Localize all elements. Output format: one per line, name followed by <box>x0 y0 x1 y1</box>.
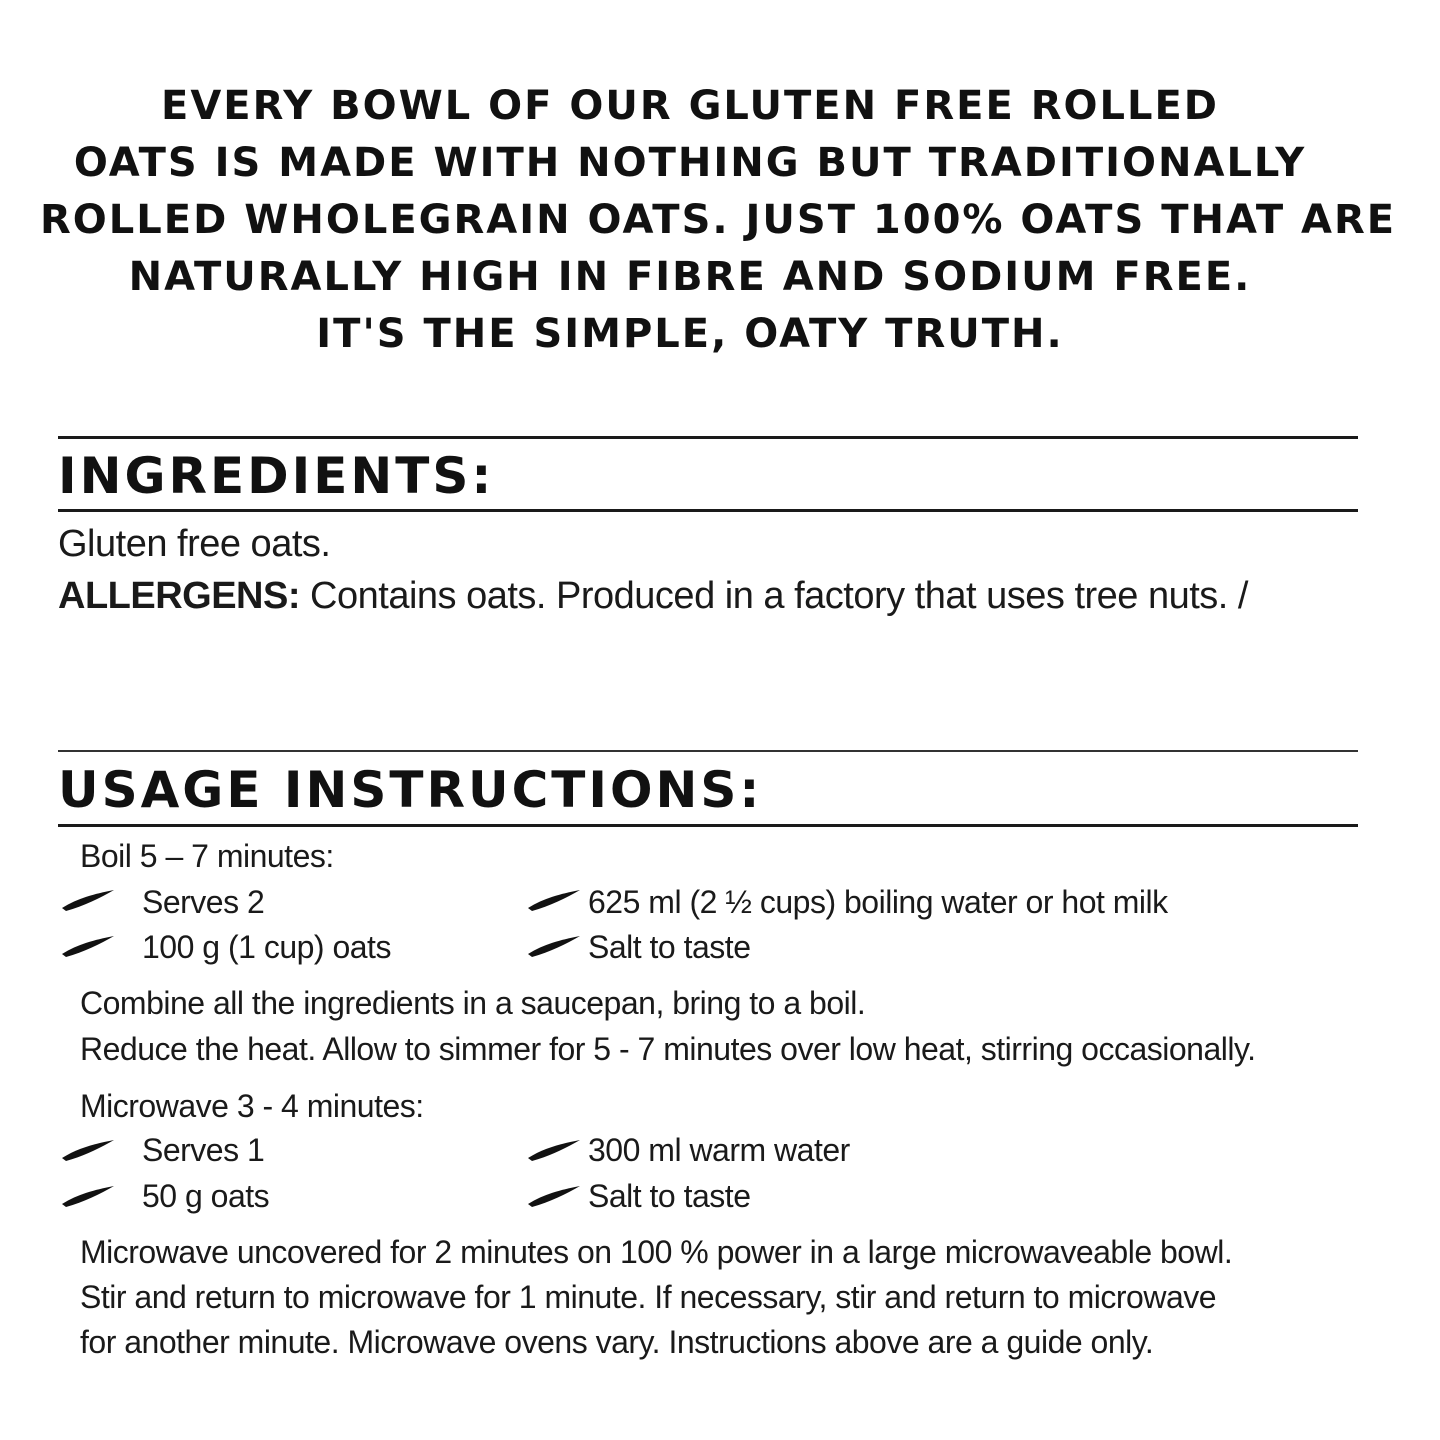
boil-step: Reduce the heat. Allow to simmer for 5 - 7 minutes over low heat, stirring occasionally. <box>80 1031 1256 1067</box>
microwave-item: Salt to taste <box>588 1178 751 1214</box>
checkmark-icon <box>526 888 582 912</box>
divider <box>58 824 1358 827</box>
checkmark-icon <box>60 1184 116 1208</box>
divider <box>58 750 1358 752</box>
boil-item: 100 g (1 cup) oats <box>142 929 391 965</box>
intro-line: IT'S THE SIMPLE, OATY TRUTH. <box>316 311 1064 357</box>
intro-text <box>40 78 1397 363</box>
allergens-text: Contains oats. Produced in a factory that uses tree nuts. / <box>300 575 1248 617</box>
intro-line: OATS IS MADE WITH NOTHING BUT TRADITIONALLY <box>73 140 1307 186</box>
microwave-step: Microwave uncovered for 2 minutes on 100 % power in a large microwaveable bowl. <box>80 1234 1233 1270</box>
boil-item: Salt to taste <box>588 929 751 965</box>
microwave-step: Stir and return to microwave for 1 minute. If necessary, stir and return to microwave <box>80 1279 1217 1315</box>
checkmark-icon <box>60 888 116 912</box>
microwave-item: 300 ml warm water <box>588 1132 850 1168</box>
checkmark-icon <box>526 934 582 958</box>
boil-item: 625 ml (2 ½ cups) boiling water or hot milk <box>588 884 1168 920</box>
checkmark-icon <box>526 1138 582 1162</box>
microwave-item: 50 g oats <box>142 1178 270 1214</box>
boil-step: Combine all the ingredients in a saucepan, bring to a boil. <box>80 985 866 1021</box>
checkmark-icon <box>526 1184 582 1208</box>
divider <box>58 509 1358 512</box>
divider <box>58 436 1358 439</box>
allergens-line <box>58 570 1248 622</box>
intro-line: NATURALLY HIGH IN FIBRE AND SODIUM FREE. <box>128 254 1252 300</box>
allergens-label: ALLERGENS: <box>58 575 300 617</box>
checkmark-icon <box>60 934 116 958</box>
ingredients-heading: INGREDIENTS: <box>58 447 495 505</box>
boil-item: Serves 2 <box>142 884 265 920</box>
usage-heading: USAGE INSTRUCTIONS: <box>58 761 763 819</box>
microwave-title: Microwave 3 - 4 minutes: <box>80 1088 424 1124</box>
checkmark-icon <box>60 1138 116 1162</box>
boil-title: Boil 5 – 7 minutes: <box>80 838 334 874</box>
microwave-item: Serves 1 <box>142 1132 265 1168</box>
intro-line: EVERY BOWL OF OUR GLUTEN FREE ROLLED <box>161 83 1219 129</box>
ingredients-text: Gluten free oats. <box>58 523 331 565</box>
microwave-step: for another minute. Microwave ovens vary. Instructions above are a guide only. <box>80 1324 1154 1360</box>
intro-line: ROLLED WHOLEGRAIN OATS. JUST 100% OATS THAT ARE <box>40 197 1397 243</box>
